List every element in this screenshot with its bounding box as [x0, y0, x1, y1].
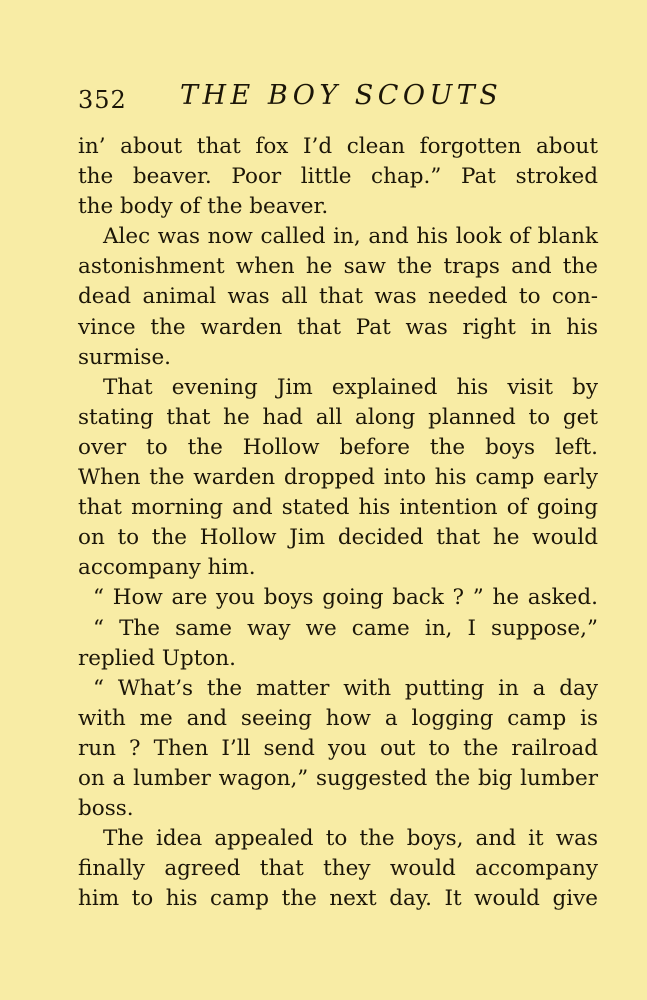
text-line: stating that he had all along planned to get	[78, 404, 598, 430]
text-line: surmise.	[78, 344, 172, 370]
text-line: the beaver. Poor little chap.” Pat stroked	[78, 164, 598, 190]
text-line: “ How are you boys going back ? ” he asked.	[93, 585, 598, 611]
text-line: run ? Then I’ll send you out to the railroad	[78, 735, 598, 761]
text-line: him to his camp the next day. It would give	[78, 886, 598, 912]
text-line: that morning and stated his intention of going	[78, 495, 598, 521]
text-line: The idea appealed to the boys, and it was	[103, 826, 598, 852]
text-line: finally agreed that they would accompany	[78, 856, 598, 882]
text-line: with me and seeing how a logging camp is	[78, 705, 598, 731]
body-text	[78, 132, 598, 914]
text-line: “ The same way we came in, I suppose,”	[93, 615, 598, 641]
text-line: in’ about that fox I’d clean forgotten about	[78, 134, 598, 159]
text-line: dead animal was all that was needed to con-	[78, 284, 598, 310]
text-line: on to the Hollow Jim decided that he would	[78, 525, 598, 551]
text-line: on a lumber wagon,” suggested the big lumber	[78, 765, 598, 791]
text-line: That evening Jim explained his visit by	[103, 374, 598, 400]
text-line: the body of the beaver.	[78, 194, 329, 220]
text-line: over to the Hollow before the boys left.	[78, 434, 598, 460]
text-line: vince the warden that Pat was right in his	[78, 314, 598, 340]
text-line: Alec was now called in, and his look of blank	[103, 224, 598, 250]
running-head: THE BOY SCOUTS	[180, 80, 503, 111]
page-header	[78, 80, 598, 120]
text-line: boss.	[78, 796, 134, 822]
text-line: astonishment when he saw the traps and the	[78, 254, 598, 280]
text-line: replied Upton.	[78, 645, 236, 671]
text-line: When the warden dropped into his camp early	[78, 465, 598, 491]
text-line: accompany him.	[78, 555, 256, 581]
page-number: 352	[78, 86, 127, 114]
text-line: “ What’s the matter with putting in a day	[93, 675, 598, 701]
